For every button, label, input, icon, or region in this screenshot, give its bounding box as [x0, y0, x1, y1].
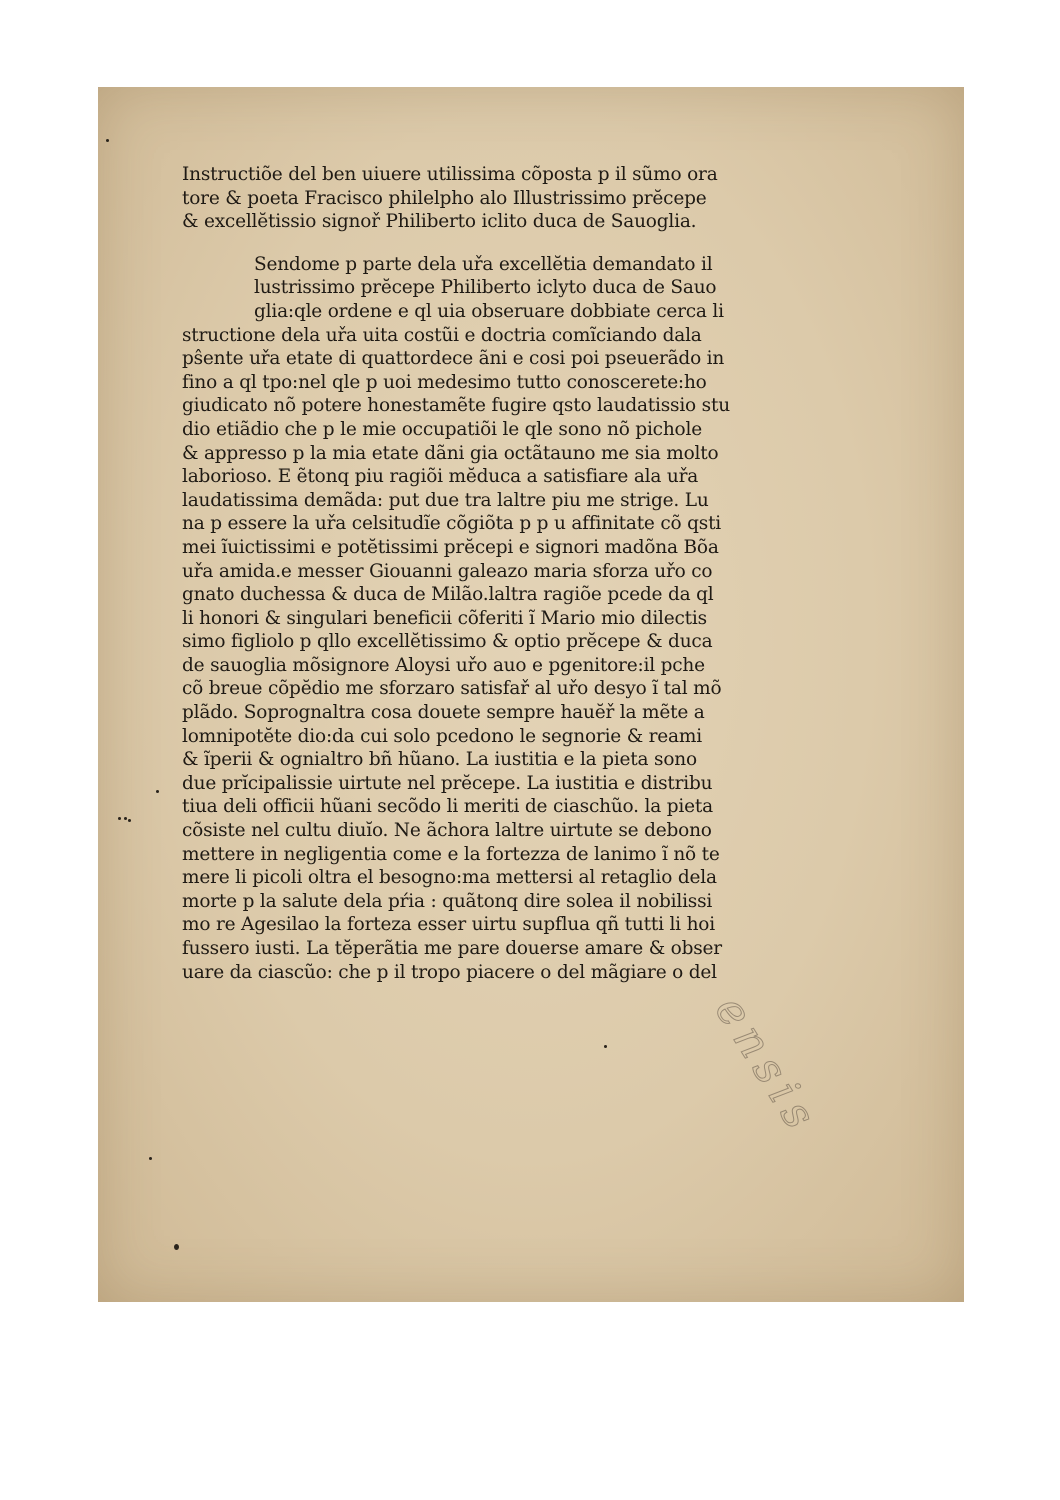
heading-line: & excellĕtissio signoř Philiberto iclito duca de Sauoglia. [182, 211, 697, 233]
ink-speck [174, 1244, 179, 1250]
body-line: gnato duchessa & duca de Milão.laltra ragiõe pcede da ql [182, 584, 714, 606]
body-line: na p essere la uřa celsitudĩe cõgiõta p p u affinitate cõ qsti [182, 513, 722, 535]
document-heading [182, 163, 782, 234]
scanned-page [98, 87, 964, 1302]
body-line: due prĭcipalissie uirtute nel prĕcepe. La iustitia e distribu [182, 772, 713, 794]
body-line: & appresso p la mia etate dãni gia octãtauno me sia molto [182, 442, 719, 464]
body-line: glia:qle ordene e ql uia obseruare dobbiate cerca li [254, 300, 724, 322]
body-line: lustrissimo prĕcepe Philiberto iclyto duca de Sauo [254, 277, 717, 299]
body-line: lomnipotĕte dio:da cui solo pcedono le segnorie & reami [182, 725, 702, 747]
body-line: simo figliolo p qllo excellĕtissimo & optio prĕcepe & duca [182, 631, 713, 653]
document-text [182, 163, 782, 984]
body-line: dio etiãdio che p le mie occupatiõi le qle sono nõ pichole [182, 418, 702, 440]
body-line: fussero iusti. La tĕperãtia me pare douerse amare & obser [182, 938, 722, 959]
body-line: cõ breue cõpĕdio me sforzaro satisfař al uřo desyo ĩ tal mõ [182, 678, 722, 700]
ink-speck [124, 817, 127, 820]
heading-line: Instructiõe del ben uiuere utilissima cõposta p il sũmo ora [182, 164, 718, 185]
body-line: mere li picoli oltra el besogno:ma mettersi al retaglio dela [182, 867, 717, 889]
body-line: & ĩperii & ognialtro bñ hũano. La iustitia e la pieta sono [182, 749, 697, 771]
body-line: fino a ql tpo:nel qle p uoi medesimo tutto conoscerete:ho [182, 371, 707, 393]
body-line: plãdo. Soprognaltra cosa douete sempre hauĕř la mẽte a [182, 702, 705, 724]
body-line: li honori & singulari beneficii cõferiti ĩ Mario mio dilectis [182, 607, 707, 629]
heading-line: tore & poeta Fracisco philelpho alo Illustrissimo prĕcepe [182, 187, 707, 209]
ink-speck [128, 819, 131, 822]
body-line: uřa amida.e messer Giouanni galeazo maria sforza uřo co [182, 560, 713, 582]
ink-speck [106, 139, 109, 142]
ink-speck [149, 1157, 152, 1160]
body-line: uare da ciascũo: che p il tropo piacere o del mãgiare o del [182, 961, 717, 983]
body-line: Sendome p parte dela uřa excellĕtia demandato il [254, 253, 713, 275]
body-line: de sauoglia mõsignore Aloysi uřo auo e pgenitore:il pche [182, 654, 705, 676]
body-line: giudicato nõ potere honestamẽte fugire qsto laudatissio stu [182, 395, 730, 417]
body-line: pŝente uřa etate di quattordece ãni e cosi poi pseuerãdo in [182, 348, 725, 370]
library-watermark: ensis [704, 987, 830, 1145]
body-line: mei ĩuictissimi e potĕtissimi prĕcepi e signori madõna Bõa [182, 536, 719, 558]
ink-speck [604, 1045, 607, 1048]
body-line: morte p la salute dela pŕia : quãtonq dire solea il nobilissi [182, 890, 713, 912]
document-body [182, 253, 782, 984]
body-line: structione dela uřa uita costũi e doctria comĩciando dala [182, 324, 702, 346]
body-line: laudatissima demãda: put due tra laltre piu me strige. Lu [182, 489, 709, 511]
body-line: mettere in negligentia come e la fortezza de lanimo ĩ nõ te [182, 843, 720, 865]
body-line: laborioso. E ẽtonq piu ragiõi mĕduca a satisfiare ala uřa [182, 466, 699, 488]
ink-speck [156, 790, 159, 793]
body-line: tiua deli officii hũani secõdo li meriti de ciaschũo. la pieta [182, 796, 713, 818]
body-line: cõsiste nel cultu diuĭo. Ne ãchora laltre uirtute se debono [182, 820, 712, 842]
ink-speck [118, 817, 121, 820]
body-line: mo re Agesilao la forteza esser uirtu supflua qñ tutti li hoi [182, 914, 715, 936]
